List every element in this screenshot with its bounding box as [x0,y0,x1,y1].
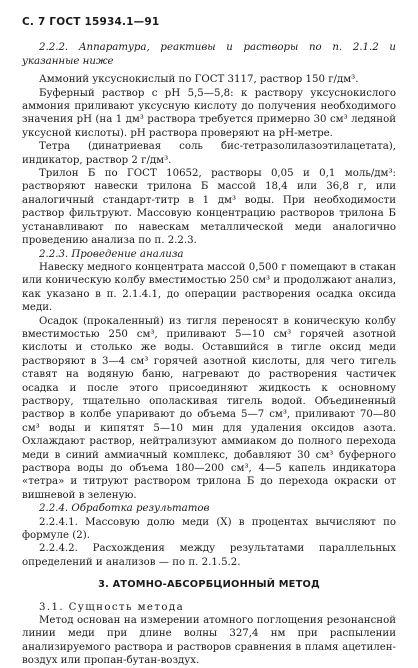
paragraph: Тетра (динатриевая соль бис-тетразолилазоэтилацетата), индикатор, раствор 2 г/дм³. [22,141,396,166]
paragraph: Аммоний уксуснокислый по ГОСТ 3117, раствор 150 г/дм³. [39,74,359,86]
page-header: С. 7 ГОСТ 15934.1—91 [22,16,160,28]
body-text [22,41,396,569]
subsection-title: 3.1. Сущность метода [39,601,185,613]
clause-heading: 2.2.2. Аппаратура, реактивы и растворы по п. 2.1.2 и указанные ниже [22,42,396,67]
clause-heading: 2.2.4. Обработка результатов [39,503,210,515]
paragraph: Буферный раствор с pH 5,5—5,8: к раствору уксуснокислого аммония приливают уксусную кислоту до получения необходимого значения pH (на 1 дм³ раствора требуется примерно 30 см³ ледяной уксусной кислоты). pH раствора проверяют на pH-метре. [22,87,396,139]
paragraph: 2.2.4.1. Массовую долю меди (X) в процентах вычисляют по формуле (2). [22,516,396,542]
clause-heading: 2.2.3. Проведение анализа [39,248,184,260]
paragraph: Навеску медного концентрата массой 0,500 г помещают в стакан или коническую колбу вместимостью 250 см³ и продолжают анализ, как указано в п. 2.1.4.1, до операции растворения осадка оксида меди. [22,261,396,314]
paragraph: Трилон Б по ГОСТ 10652, растворы 0,05 и 0,1 моль/дм³: растворяют навески трилона Б массой 18,4 или 36,8 г, или аналогичный стандарт-титр в 1 дм³ воды. При необходимости раствор фильтруют. Массовую концентрацию растворов трилона Б устанавливают по навескам металлической меди аналогично проведению анализа по п. 2.2.3. [22,168,396,247]
method-description: Метод основан на измерении атомного поглощения резонансной линии меди при длине волны 327,4 нм при распылении анализируемого раствора и растворов сравнения в пламя ацетилен-воздух или пропан-бутан-воздух. [22,615,396,667]
section-title: 3. АТОМНО-АБСОРБЦИОННЫЙ МЕТОД [98,579,320,591]
paragraph: 2.2.4.2. Расхождения между результатами параллельных определений и анализов — по п. 2.1.5.2. [22,543,396,568]
paragraph: Осадок (прокаленный) из тигля переносят в коническую колбу вместимостью 250 см³, приливают 5—10 см³ горячей азотной кислоты и столько же воды. Оставшийся в тигле оксид меди растворяют в 3—4 см³ горячей азотной кислоты, для чего тигель ставят на водяную баню, нагревают до растворения частичек осадка и после этого присоединяют жидкость к основному раствору, тщательно ополаскивая тигель водой. Объединенный раствор в колбе упаривают до объема 5—7 см³, приливают 70—80 см³ воды и кипятят 5—10 мин для удаления оксидов азота. Охлаждают раствор, нейтрализуют аммиаком до полного перехода меди в синий аммиачный комплекс, добавляют 30 см³ буферного раствора воды до объема 180—200 см³, 4—5 капель индикатора «тетра» и титруют раствором трилона Б до перехода окраски от вишневой в зеленую. [22,315,396,501]
